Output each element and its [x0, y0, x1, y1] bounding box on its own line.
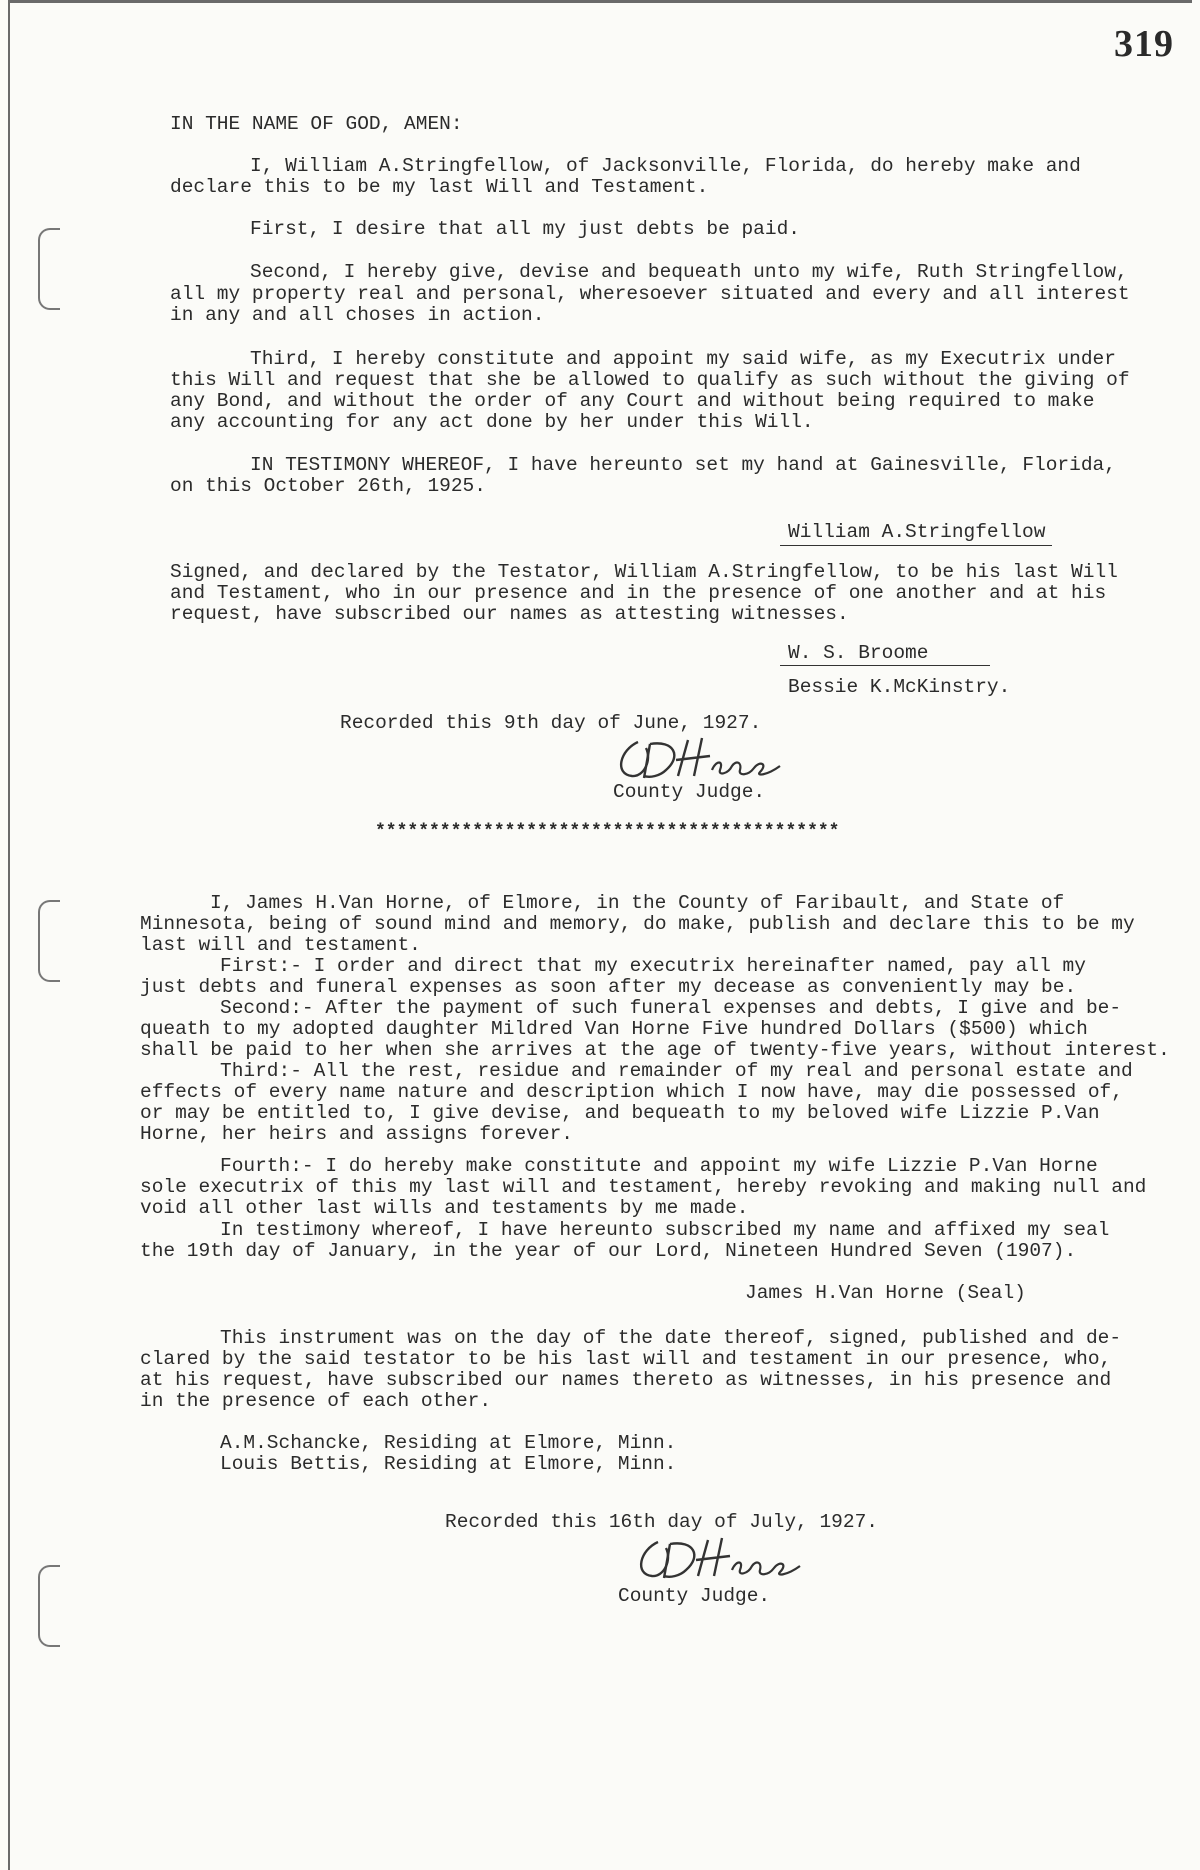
will2-recorded: Recorded this 16th day of July, 1927. — [445, 1511, 878, 1533]
page-edge — [8, 0, 1192, 3]
will2-fourth-line: void all other last wills and testaments by me made. — [140, 1197, 749, 1219]
will2-witness: Louis Bettis, Residing at Elmore, Minn. — [220, 1453, 677, 1475]
will1-intro-line: declare this to be my last Will and Testament. — [170, 176, 709, 198]
will1-attestation-line: request, have subscribed our names as attesting witnesses. — [170, 603, 849, 625]
will2-testimony-line: In testimony whereof, I have hereunto subscribed my name and affixed my seal — [220, 1219, 1110, 1241]
will2-second-line: shall be paid to her when she arrives at the age of twenty-five years, without interest. — [140, 1039, 1170, 1061]
will2-testator-signature: James H.Van Horne (Seal) — [745, 1282, 1026, 1304]
will1-second-line: all my property real and personal, wheresoever situated and every and all interest — [170, 283, 1130, 305]
will2-attestation-line: This instrument was on the day of the date thereof, signed, published and de- — [220, 1327, 1122, 1349]
will1-witness: W. S. Broome — [788, 642, 929, 664]
will1-second-line: in any and all choses in action. — [170, 304, 545, 326]
binder-hole — [38, 228, 60, 310]
binder-hole — [38, 1565, 60, 1647]
will2-third-line: effects of every name nature and description which I now have, may die possessed of, — [140, 1081, 1123, 1103]
will1-third-line: this Will and request that she be allowed to qualify as such without the giving of — [170, 369, 1130, 391]
will1-third-line: any Bond, and without the order of any Court and without being required to make — [170, 390, 1095, 412]
will1-testator-signature: William A.Stringfellow — [788, 521, 1046, 543]
will2-second-line: Second:- After the payment of such funeral expenses and debts, I give and be- — [220, 997, 1122, 1019]
will1-testimony-line: on this October 26th, 1925. — [170, 475, 486, 497]
page-number: 319 — [1114, 23, 1174, 65]
will2-first-line: just debts and funeral expenses as soon after my decease as conveniently may be. — [140, 976, 1077, 998]
binder-hole — [38, 900, 60, 982]
will1-intro-line: I, William A.Stringfellow, of Jacksonville, Florida, do hereby make and — [250, 155, 1081, 177]
will2-judge-title: County Judge. — [618, 1585, 771, 1607]
will2-fourth-line: Fourth:- I do hereby make constitute and appoint my wife Lizzie P.Van Horne — [220, 1155, 1098, 1177]
will1-testimony-line: IN TESTIMONY WHEREOF, I have hereunto set my hand at Gainesville, Florida, — [250, 454, 1116, 476]
will2-second-line: queath to my adopted daughter Mildred Van Horne Five hundred Dollars ($500) which — [140, 1018, 1088, 1040]
will1-attestation-line: and Testament, who in our presence and in the presence of one another and at his — [170, 582, 1107, 604]
will1-third-line: Third, I hereby constitute and appoint my said wife, as my Executrix under — [250, 348, 1116, 370]
will1-heading: IN THE NAME OF GOD, AMEN: — [170, 113, 463, 135]
will1-third-line: any accounting for any act done by her under this Will. — [170, 411, 814, 433]
will2-third-line: Horne, her heirs and assigns forever. — [140, 1123, 573, 1145]
page-edge — [8, 0, 10, 1870]
will1-judge-title: County Judge. — [613, 781, 766, 803]
will1-attestation-line: Signed, and declared by the Testator, William A.Stringfellow, to be his last Will — [170, 561, 1118, 583]
signature-line — [780, 545, 1052, 546]
will2-attestation-line: at his request, have subscribed our names thereto as witnesses, in his presence and — [140, 1369, 1112, 1391]
will2-intro-line: Minnesota, being of sound mind and memory, do make, publish and declare this to be my — [140, 913, 1135, 935]
will1-first-clause: First, I desire that all my just debts be paid. — [250, 218, 800, 240]
will1-recorded: Recorded this 9th day of June, 1927. — [340, 712, 762, 734]
will2-fourth-line: sole executrix of this my last will and testament, hereby revoking and making null and — [140, 1176, 1147, 1198]
will2-third-line: Third:- All the rest, residue and remainder of my real and personal estate and — [220, 1060, 1133, 1082]
will2-attestation-line: in the presence of each other. — [140, 1390, 492, 1412]
will2-intro-line: I, James H.Van Horne, of Elmore, in the County of Faribault, and State of — [210, 892, 1065, 914]
signature-line — [780, 665, 990, 666]
will1-witness: Bessie K.McKinstry. — [788, 676, 1011, 698]
section-separator: ******************************************* — [375, 822, 840, 842]
will2-third-line: or may be entitled to, I give devise, and bequeath to my beloved wife Lizzie P.Van — [140, 1102, 1100, 1124]
will1-second-line: Second, I hereby give, devise and bequeath unto my wife, Ruth Stringfellow, — [250, 261, 1128, 283]
will2-testimony-line: the 19th day of January, in the year of our Lord, Nineteen Hundred Seven (1907). — [140, 1240, 1077, 1262]
will2-witness: A.M.Schancke, Residing at Elmore, Minn. — [220, 1432, 677, 1454]
judge-signature — [630, 1530, 820, 1590]
will2-first-line: First:- I order and direct that my executrix hereinafter named, pay all my — [220, 955, 1086, 977]
will2-attestation-line: clared by the said testator to be his last will and testament in our presence, who, — [140, 1348, 1112, 1370]
will2-intro-line: last will and testament. — [140, 934, 421, 956]
